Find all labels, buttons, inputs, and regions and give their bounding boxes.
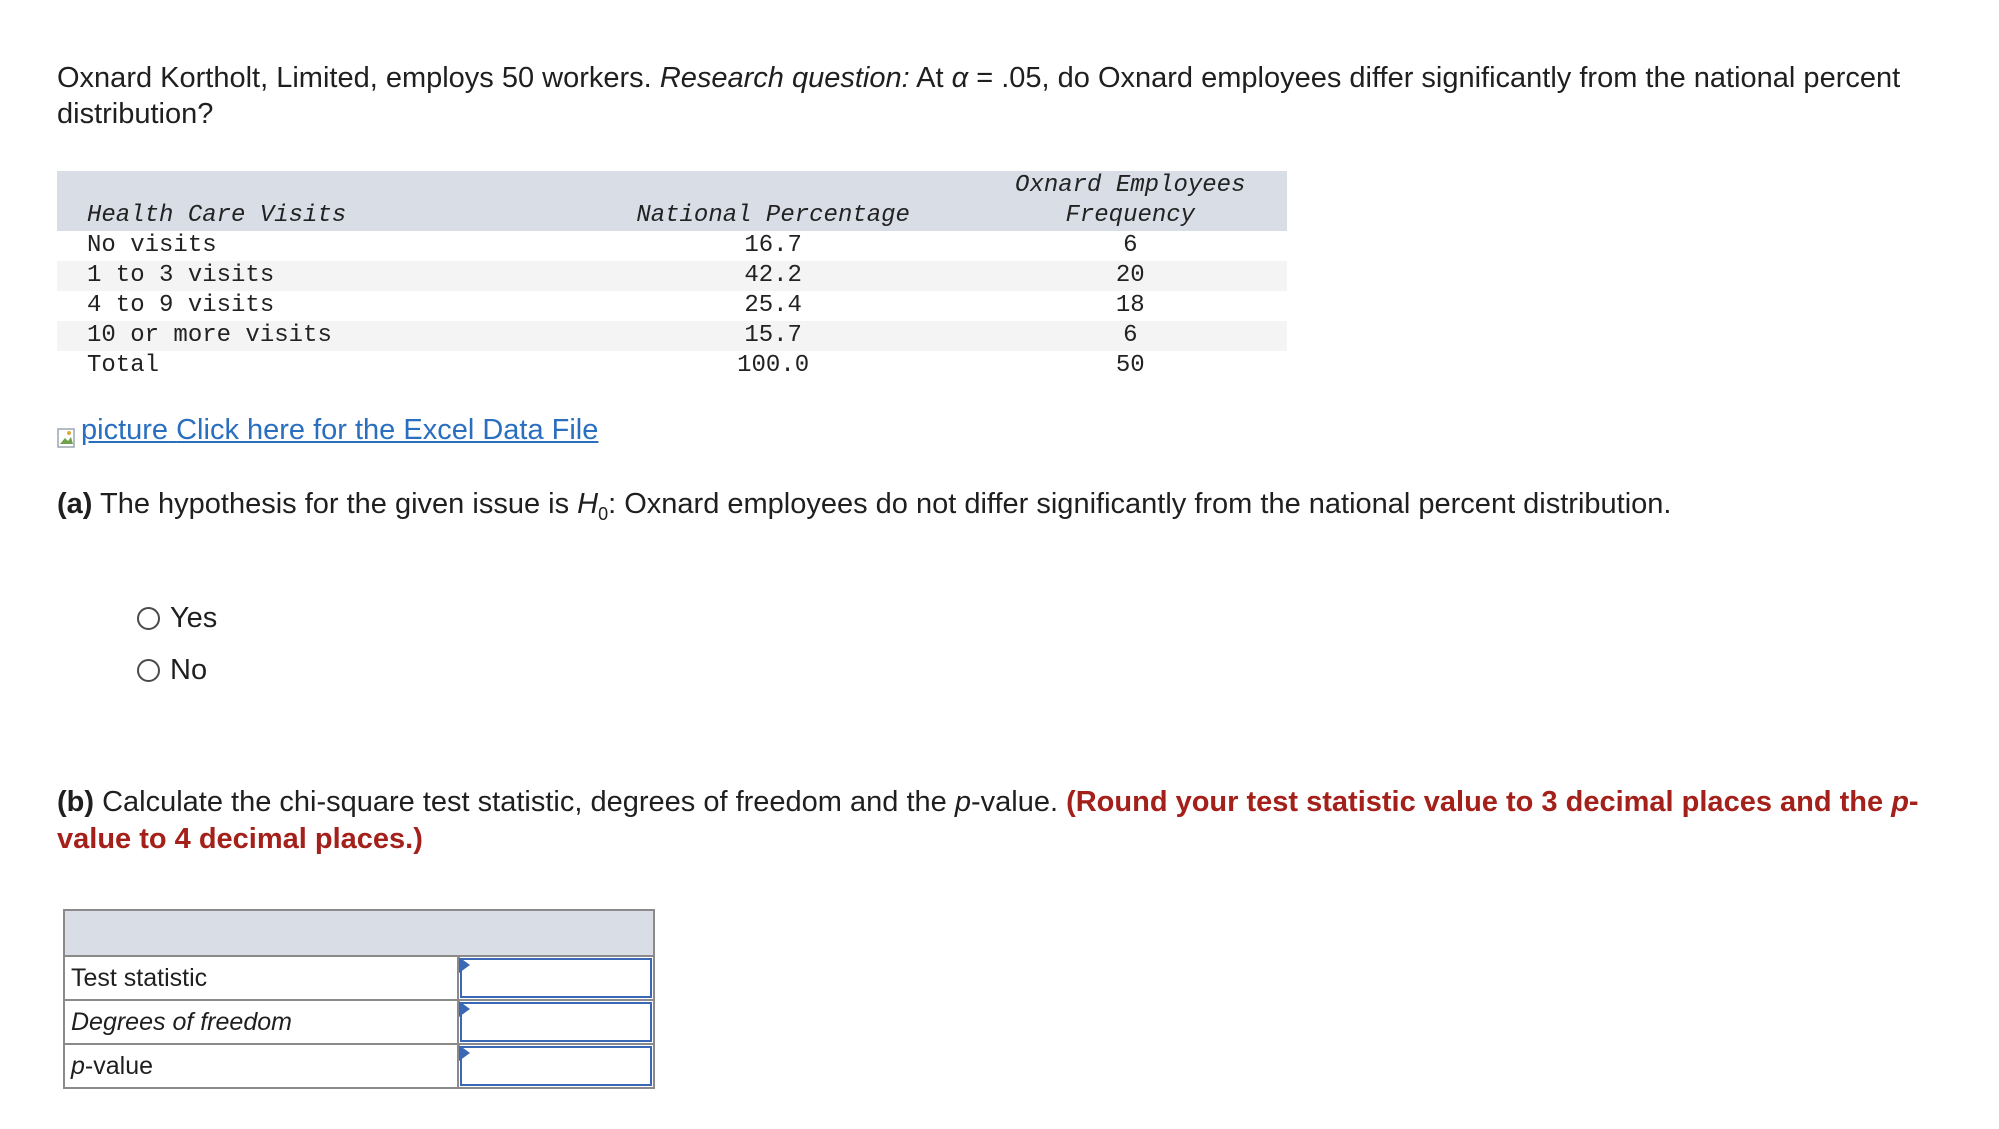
test-statistic-cell <box>458 956 654 1000</box>
test-statistic-input[interactable] <box>460 958 652 998</box>
test-statistic-label: Test statistic <box>64 956 458 1000</box>
header-oxnard-line2: Frequency <box>1065 202 1196 229</box>
hypothesis-radio-group <box>137 592 217 696</box>
frequency-value: 50 <box>1115 352 1145 379</box>
hypothesis-subscript: 0 <box>598 503 609 524</box>
p-italic: p <box>71 1051 85 1080</box>
national-value: 16.7 <box>744 232 802 259</box>
p-value-input[interactable] <box>460 1046 652 1086</box>
image-alt-text: picture <box>81 414 169 446</box>
row-label: 10 or more visits <box>87 322 332 349</box>
excel-data-link[interactable] <box>57 414 598 447</box>
p-value-suffix: -value <box>84 1051 153 1080</box>
part-a-text: : Oxnard employees do not differ significantly from the national percent distribution. <box>608 488 1672 520</box>
radio-button-icon[interactable] <box>137 659 160 682</box>
part-b-text: -value. <box>970 786 1067 818</box>
frequency-value: 6 <box>1123 322 1138 349</box>
answer-table <box>63 909 655 1089</box>
p-value-label <box>64 1044 458 1088</box>
radio-option-yes[interactable] <box>137 592 217 644</box>
intro-text: = .05, do Oxnard employees differ significantly from the national percent distribution? <box>57 62 1901 130</box>
frequency-value: 20 <box>1115 262 1145 289</box>
radio-label: Yes <box>170 601 218 634</box>
table-row <box>57 321 1287 351</box>
p-italic: p <box>954 786 971 818</box>
intro-text: At <box>909 62 952 94</box>
national-value: 15.7 <box>744 322 802 349</box>
degrees-of-freedom-label: Degrees of freedom <box>64 1000 458 1044</box>
data-table <box>57 171 1287 381</box>
header-health-care-visits: Health Care Visits <box>87 202 347 229</box>
frequency-value: 6 <box>1123 232 1138 259</box>
answer-row-degrees-freedom <box>64 1000 654 1044</box>
part-a-label: (a) <box>57 488 93 520</box>
degrees-of-freedom-input[interactable] <box>460 1002 652 1042</box>
header-oxnard-frequency <box>974 171 1287 231</box>
table-row <box>57 291 1287 321</box>
answer-table-header <box>64 910 654 956</box>
part-b-label: (b) <box>57 786 95 818</box>
degrees-of-freedom-cell <box>458 1000 654 1044</box>
intro-paragraph <box>57 60 1957 132</box>
frequency-value: 18 <box>1115 292 1145 319</box>
national-value: 42.2 <box>744 262 802 289</box>
input-flag-icon <box>459 957 470 973</box>
answer-row-test-statistic <box>64 956 654 1000</box>
national-value: 25.4 <box>744 292 802 319</box>
rounding-text: (Round your test statistic value to 3 decimal places and the <box>1066 786 1892 818</box>
row-label: No visits <box>87 232 217 259</box>
input-flag-icon <box>459 1001 470 1017</box>
table-header-row <box>57 171 1287 231</box>
part-b-text: Calculate the chi-square test statistic, degrees of freedom and the <box>94 786 955 818</box>
header-oxnard-line1: Oxnard Employees <box>1015 172 1246 199</box>
alpha-symbol: α <box>951 62 969 94</box>
excel-link-text: Click here for the Excel Data File <box>176 414 599 446</box>
row-label: 1 to 3 visits <box>87 262 275 289</box>
row-label: 4 to 9 visits <box>87 292 275 319</box>
table-row <box>57 261 1287 291</box>
broken-image-icon <box>57 425 77 447</box>
answer-row-p-value <box>64 1044 654 1088</box>
input-flag-icon <box>459 1045 470 1061</box>
table-row-total <box>57 351 1287 381</box>
answer-header-cell <box>64 910 654 956</box>
radio-button-icon[interactable] <box>137 607 160 630</box>
part-a-text: The hypothesis for the given issue is <box>92 488 578 520</box>
p-italic: p <box>1891 786 1909 818</box>
national-value: 100.0 <box>737 352 810 379</box>
intro-text: Oxnard Kortholt, Limited, employs 50 workers. <box>57 62 660 94</box>
header-national-percentage: National Percentage <box>636 202 910 229</box>
hypothesis-h: H <box>577 488 599 520</box>
row-label: Total <box>87 352 160 379</box>
research-question-label: Research question: <box>659 62 910 94</box>
rounding-text: -value to 4 decimal places.) <box>57 786 1919 855</box>
table-row <box>57 231 1287 261</box>
question-a <box>57 486 1957 532</box>
radio-option-no[interactable] <box>137 644 217 696</box>
radio-label: No <box>170 653 208 686</box>
p-value-cell <box>458 1044 654 1088</box>
question-b <box>57 784 1957 858</box>
